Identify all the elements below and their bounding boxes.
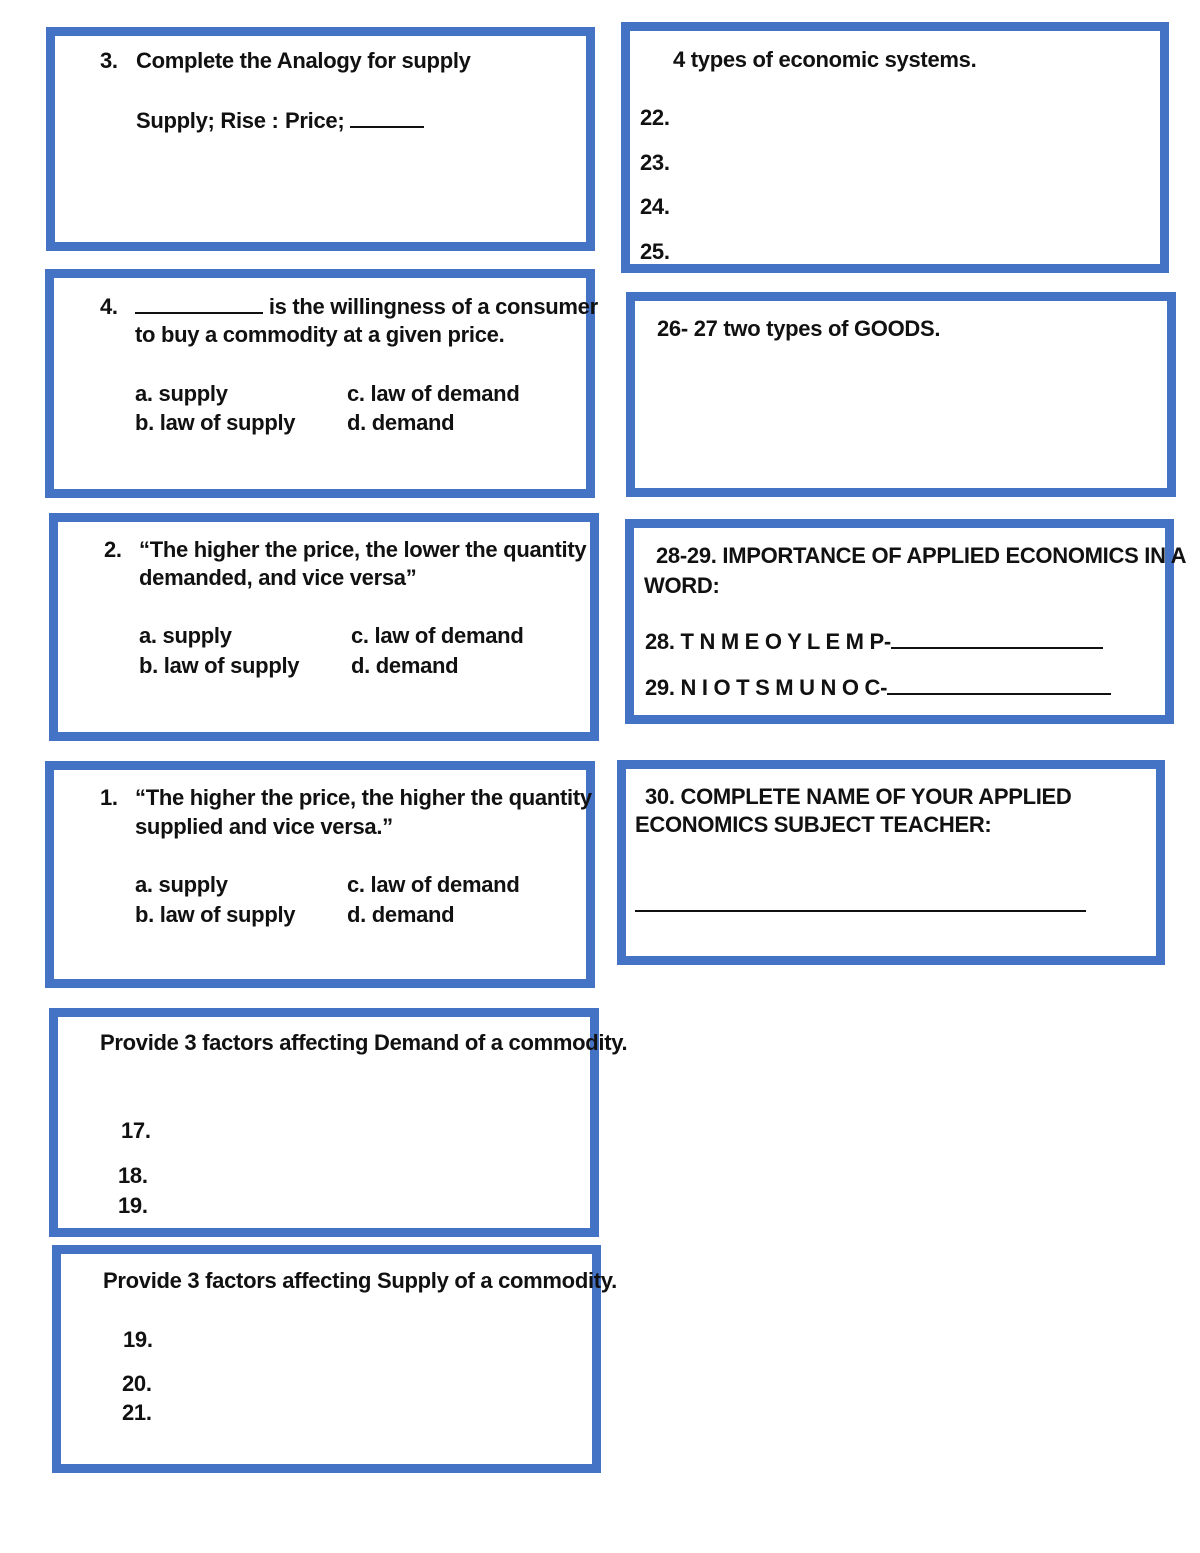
answer-item-19: 19. — [123, 1327, 153, 1352]
section-title: 26- 27 two types of GOODS. — [657, 316, 941, 341]
analogy-left: Supply; Rise : — [136, 108, 279, 133]
answer-item-25: 25. — [640, 239, 670, 264]
question-number: 4. — [100, 294, 118, 319]
answer-item-20: 20. — [122, 1371, 152, 1396]
option-b[interactable]: b. law of supply — [135, 410, 296, 435]
supply-factors-box — [52, 1245, 617, 1473]
option-d[interactable]: d. demand — [347, 902, 455, 927]
question-stem: “The higher the price, the higher the quantity — [135, 785, 592, 810]
question-number: 2. — [104, 537, 122, 562]
answer-item-29: 29. N I O T S M U N O C- — [645, 675, 1111, 701]
question-stem-line2: demanded, and vice versa” — [139, 565, 417, 590]
answer-item-24: 24. — [640, 194, 670, 219]
answer-blank[interactable] — [891, 629, 1103, 649]
question-stem-line2: to buy a commodity at a given price. — [135, 322, 505, 347]
answer-blank[interactable] — [887, 675, 1111, 695]
economic-systems-box — [621, 22, 1169, 273]
answer-item-21: 21. — [122, 1400, 152, 1425]
answer-item-28: 28. T N M E O Y L E M P- — [645, 629, 1103, 655]
question-4-box — [45, 269, 598, 498]
section-title: 28-29. IMPORTANCE OF APPLIED ECONOMICS IN A — [656, 543, 1187, 568]
section-title-line2: ECONOMICS SUBJECT TEACHER: — [635, 812, 992, 837]
question-2-box — [49, 513, 599, 741]
section-title-line2: WORD: — [644, 573, 720, 598]
option-d[interactable]: d. demand — [351, 653, 459, 678]
answer-item-18: 18. — [118, 1163, 148, 1188]
question-stem-line2: supplied and vice versa.” — [135, 814, 393, 839]
option-c[interactable]: c. law of demand — [351, 623, 524, 648]
option-a[interactable]: a. supply — [135, 872, 228, 897]
section-title: 4 types of economic systems. — [673, 47, 977, 72]
answer-blank[interactable] — [635, 910, 1086, 912]
question-number: 3. — [100, 48, 118, 73]
option-a[interactable]: a. supply — [139, 623, 232, 648]
answer-item-19: 19. — [118, 1193, 148, 1218]
option-c[interactable]: c. law of demand — [347, 872, 520, 897]
option-b[interactable]: b. law of supply — [135, 902, 296, 927]
question-number: 1. — [100, 785, 118, 810]
section-title: Provide 3 factors affecting Demand of a commodity. — [100, 1030, 628, 1055]
teacher-name-box — [617, 760, 1165, 965]
section-title: Provide 3 factors affecting Supply of a commodity. — [103, 1268, 617, 1293]
question-1-box — [45, 761, 595, 988]
option-b[interactable]: b. law of supply — [139, 653, 300, 678]
demand-factors-box — [49, 1008, 628, 1237]
goods-box — [626, 292, 1176, 497]
option-a[interactable]: a. supply — [135, 381, 228, 406]
question-3-box — [46, 27, 595, 251]
importance-box — [625, 519, 1187, 724]
question-stem: is the willingness of a consumer — [135, 294, 598, 320]
option-c[interactable]: c. law of demand — [347, 381, 520, 406]
question-title: Complete the Analogy for supply — [136, 48, 471, 73]
option-d[interactable]: d. demand — [347, 410, 455, 435]
answer-blank[interactable] — [135, 294, 263, 314]
answer-item-17: 17. — [121, 1118, 151, 1143]
answer-item-22: 22. — [640, 105, 670, 130]
question-stem: “The higher the price, the lower the quantity — [139, 537, 587, 562]
answer-item-23: 23. — [640, 150, 670, 175]
section-title: 30. COMPLETE NAME OF YOUR APPLIED — [645, 784, 1072, 809]
analogy-right: Price; — [285, 108, 424, 134]
answer-blank[interactable] — [350, 108, 424, 128]
